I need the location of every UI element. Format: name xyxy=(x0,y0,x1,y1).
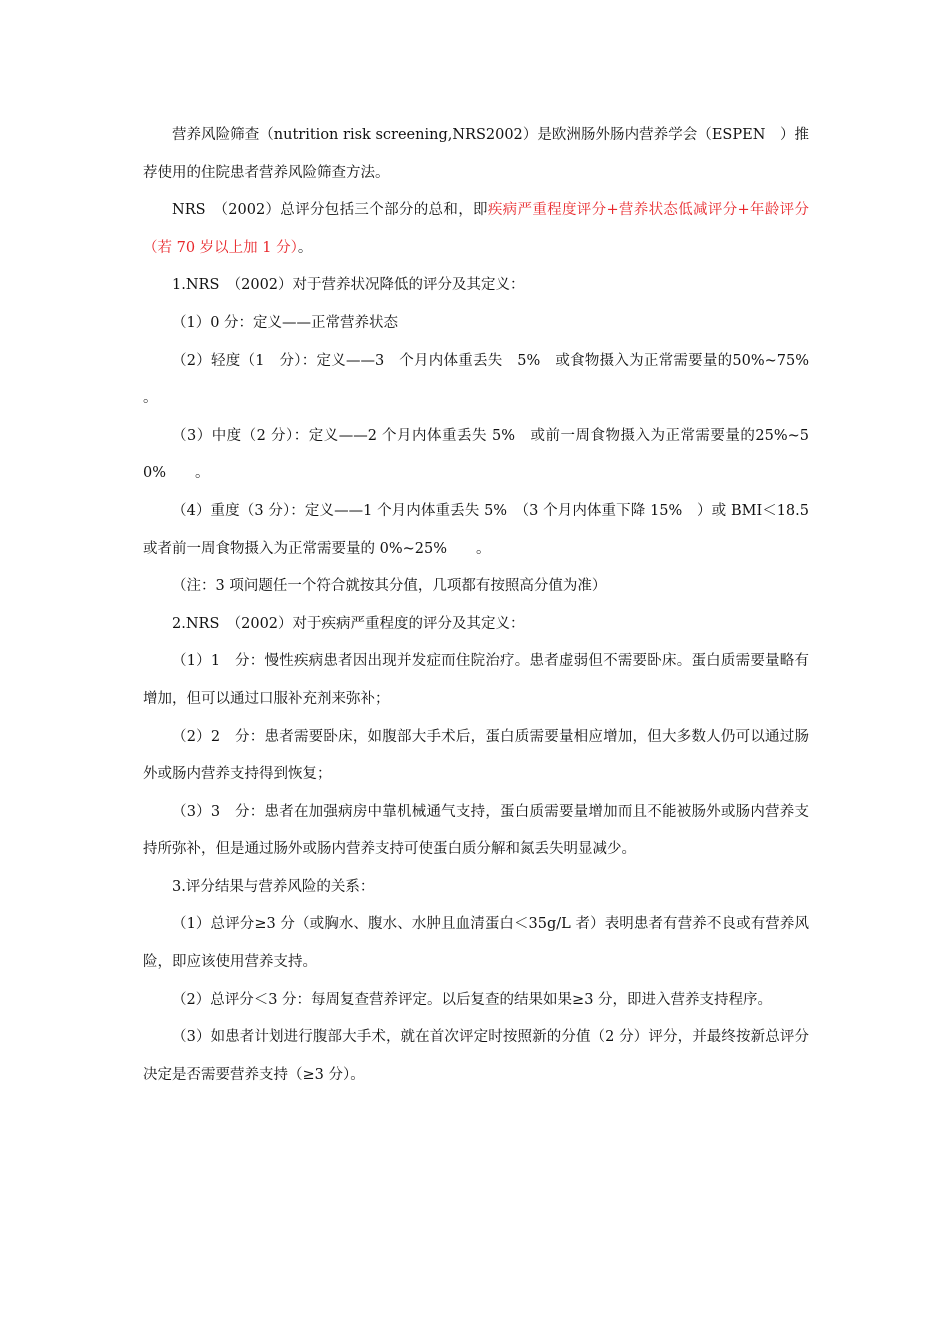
nutrition-score-item-0: （1）0 分：定义——正常营养状态 xyxy=(172,314,399,331)
risk-relation-item-2: （2）总评分＜3 分：每周复查营养评定。以后复查的结果如果≥3 分，即进入营养支持程序。 xyxy=(172,991,773,1008)
total-score-period: 。 xyxy=(297,239,313,256)
nutrition-score-note: （注：3 项问题任一个符合就按其分值，几项都有按照高分值为准） xyxy=(172,578,607,595)
total-score-formula-highlight: 疾病严重程度评分+营养状态低减评分+年龄评分（若 70 岁以上加 1 分） xyxy=(143,202,809,256)
total-score-text: NRS （2002）总评分包括三个部分的总和，即 xyxy=(172,202,488,219)
nutrition-score-item-3: （4）重度（3 分）：定义——1 个月内体重丢失 5% （3 个月内体重下降 15% ）或 BMI＜18.5 或者前一周食物摄入为正常需要量的 0%~25% 。 xyxy=(143,502,809,557)
section-heading-risk-relation: 3.评分结果与营养风险的关系： xyxy=(172,878,375,895)
disease-score-item-2: （2）2 分：患者需要卧床，如腹部大手术后，蛋白质需要量相应增加，但大多数人仍可以通过肠外或肠内营养支持得到恢复； xyxy=(143,728,809,783)
paragraph-intro: 营养风险筛查（nutrition risk screening,NRS2002）是欧洲肠外肠内营养学会（ESPEN ）推荐使用的住院患者营养风险筛查方法。 xyxy=(143,127,809,181)
disease-score-item-3: （3）3 分：患者在加强病房中靠机械通气支持，蛋白质需要量增加而且不能被肠外或肠内营养支持所弥补，但是通过肠外或肠内营养支持可使蛋白质分解和氮丢失明显减少。 xyxy=(143,803,809,858)
risk-relation-item-3: （3）如患者计划进行腹部大手术，就在首次评定时按照新的分值（2 分）评分，并最终按新总评分决定是否需要营养支持（≥3 分）。 xyxy=(143,1029,809,1083)
document-body xyxy=(143,117,838,1094)
paragraph-total-score xyxy=(143,192,809,267)
section-heading-nutrition-score: 1.NRS （2002）对于营养状况降低的评分及其定义： xyxy=(172,277,525,294)
risk-relation-item-1: （1）总评分≥3 分（或胸水、腹水、水肿且血清蛋白＜35g/L 者）表明患者有营养不良或有营养风险，即应该使用营养支持。 xyxy=(143,916,809,971)
nutrition-score-item-2: （3）中度（2 分）：定义——2 个月内体重丢失 5% 或前一周食物摄入为正常需要量的25%~50% 。 xyxy=(143,427,809,482)
section-heading-disease-score: 2.NRS （2002）对于疾病严重程度的评分及其定义： xyxy=(172,615,525,632)
nutrition-score-item-1: （2）轻度（1 分）：定义——3 个月内体重丢失 5% 或食物摄入为正常需要量的50%~75% 。 xyxy=(143,352,838,407)
disease-score-item-1: （1）1 分：慢性疾病患者因出现并发症而住院治疗。患者虚弱但不需要卧床。蛋白质需要量略有增加，但可以通过口服补充剂来弥补； xyxy=(143,653,809,707)
